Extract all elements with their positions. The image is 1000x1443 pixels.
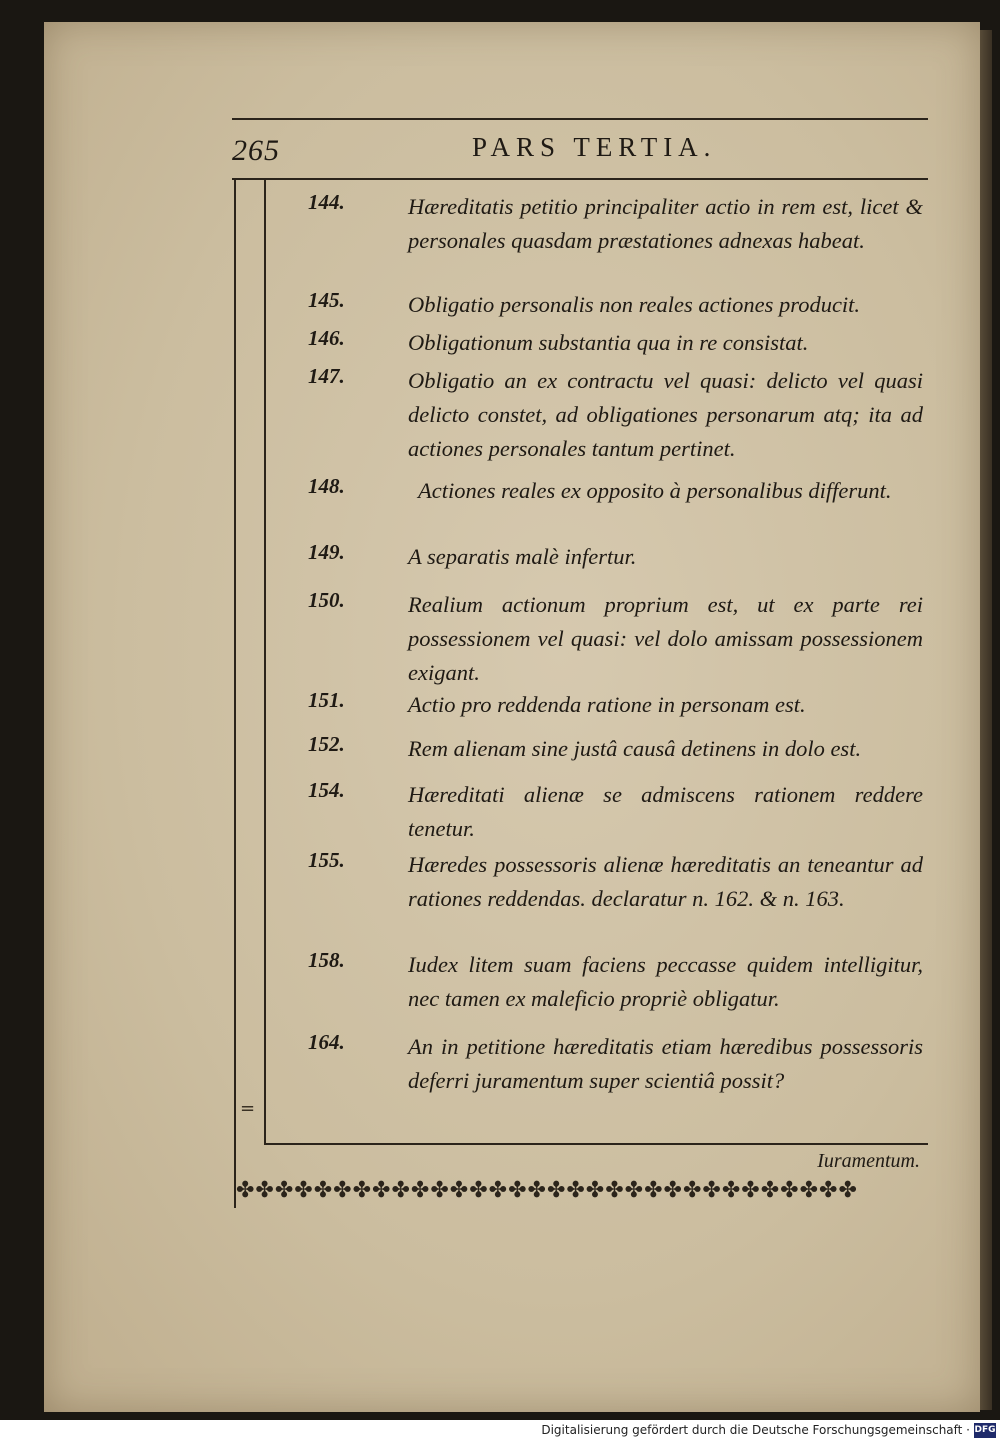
entry-number: 147. xyxy=(308,364,345,388)
entry-number: 155. xyxy=(308,848,345,872)
entry-text: Hæredes possessoris alienæ hæreditatis an teneantur ad rationes reddendas. declaratur n. 162. & n. 163. xyxy=(408,852,923,911)
entry-text: An in petitione hæreditatis etiam hæredibus possessoris deferri juramentum super scientiâ possit? xyxy=(408,1034,923,1093)
entry-text: Obligatio an ex contractu vel quasi: delicto vel quasi delicto constet, ad obligationes personarum atq; ita ad actiones personales tantum pertinet. xyxy=(408,368,923,461)
entry-text: Obligationum substantia qua in re consistat. xyxy=(408,330,809,355)
entry-text: Realium actionum proprium est, ut ex parte rei possessionem vel quasi: vel dolo amissam possessionem exigant. xyxy=(408,592,923,685)
ornament-band: ✤✤✤✤✤✤✤✤✤✤✤✤✤✤✤✤✤✤✤✤✤✤✤✤✤✤✤✤✤✤✤✤ xyxy=(236,1178,858,1203)
dfg-logo-icon: DFG xyxy=(974,1423,996,1438)
page-number: 265 xyxy=(232,134,280,167)
catchword: Iuramentum. xyxy=(817,1150,920,1172)
entry-text: A separatis malè infertur. xyxy=(408,544,637,569)
entry-number: 145. xyxy=(308,288,345,312)
entry-text: Iudex litem suam faciens peccasse quidem intelligitur, nec tamen ex maleficio propriè obligatur. xyxy=(408,952,923,1011)
entry-number: 148. xyxy=(308,474,345,498)
page-title: PARS TERTIA. xyxy=(472,132,717,162)
funding-credit: Digitalisierung gefördert durch die Deutsche Forschungsgemeinschaft · xyxy=(541,1423,970,1437)
entry-number: 144. xyxy=(308,190,345,214)
entry-number: 151. xyxy=(308,688,345,712)
entry-number: 152. xyxy=(308,732,345,756)
entry-number: 158. xyxy=(308,948,345,972)
entry-number: 149. xyxy=(308,540,345,564)
entry-text: Obligatio personalis non reales actiones producit. xyxy=(408,292,861,317)
entry-number: 164. xyxy=(308,1030,345,1054)
entry-number: 150. xyxy=(308,588,345,612)
entry-number: 154. xyxy=(308,778,345,802)
footer-strip xyxy=(0,1420,1000,1443)
entry-number: 146. xyxy=(308,326,345,350)
entry-text: Actio pro reddenda ratione in personam est. xyxy=(408,692,806,717)
margin-mark: = xyxy=(240,1098,256,1119)
entry-text: Rem alienam sine justâ causâ detinens in dolo est. xyxy=(408,736,862,761)
entry-text: Hæreditatis petitio principaliter actio in rem est, licet & personales quasdam præstationes adnexas habeat. xyxy=(408,194,923,253)
bottom-rule xyxy=(264,1143,928,1145)
entry-text: Actiones reales ex opposito à personalibus differunt. xyxy=(418,478,892,503)
entry-text: Hæreditati alienæ se admiscens rationem reddere tenetur. xyxy=(408,782,923,841)
